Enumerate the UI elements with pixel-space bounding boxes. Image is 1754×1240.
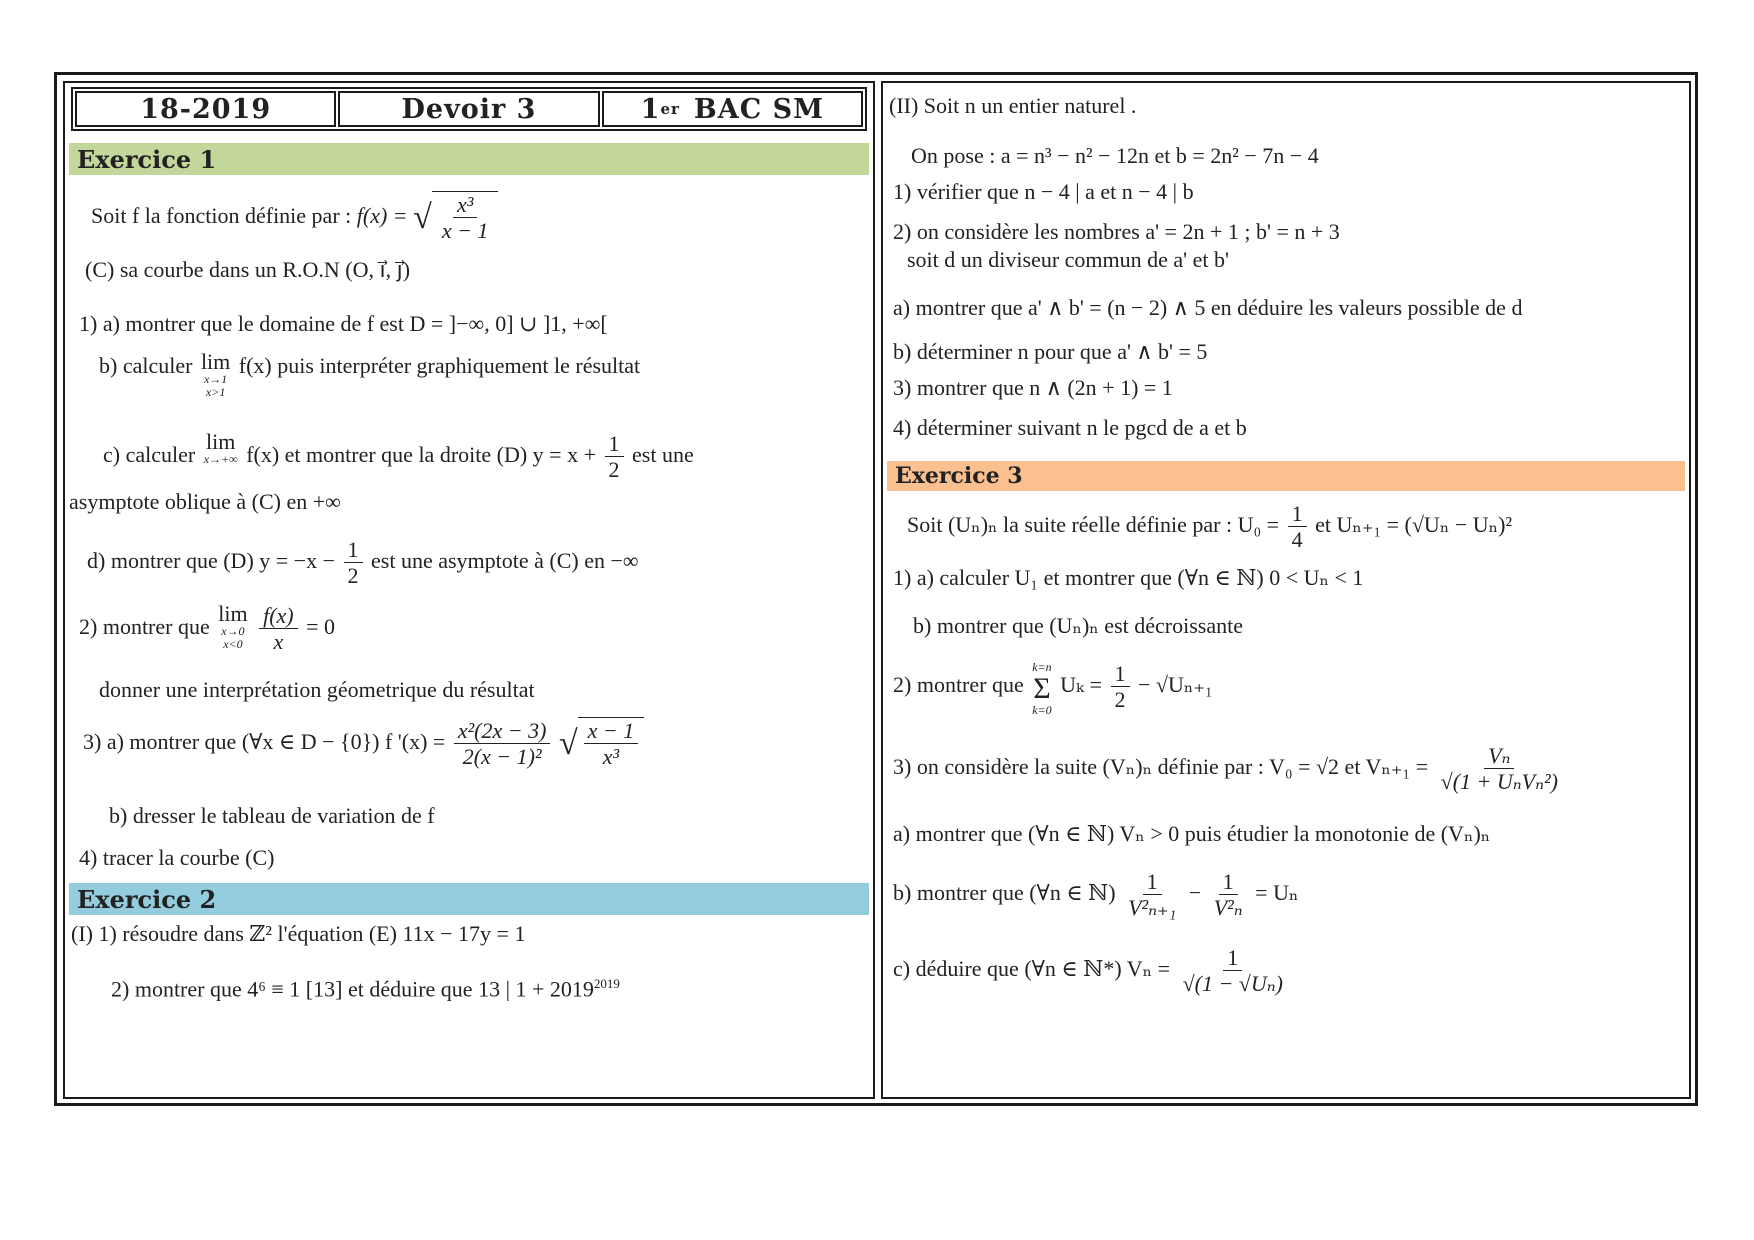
ex1-q1a: 1) a) montrer que le domaine de f est D = ]−∞, 0] ∪ ]1, +∞[	[79, 311, 608, 336]
ex1-q1b-lim: lim	[200, 349, 231, 374]
ex1-q2-num: f(x)	[259, 603, 298, 629]
ex1-q1b-pre: b) calculer	[99, 353, 193, 378]
ex1-q1d	[87, 537, 639, 589]
ex1-q1c-den: 2	[608, 457, 620, 483]
ex3-qb-post: = Uₙ	[1255, 879, 1299, 905]
ex3-u0-num: 1	[1288, 501, 1307, 527]
ex1-q1d-pre: d) montrer que (D) y = −x −	[87, 547, 335, 573]
ex1-q3a-den: 2(x − 1)²	[462, 744, 542, 770]
ex3-qb-n2: 1	[1219, 869, 1238, 895]
ex3-q2	[893, 661, 1213, 717]
ex1-q3a-sqrt	[578, 717, 645, 770]
exercise-2-title: Exercice 2	[69, 883, 869, 915]
ex1-q1c-pre: c) calculer	[103, 441, 196, 467]
ex3-intro	[907, 501, 1512, 553]
ex1-fx-den: x − 1	[441, 218, 489, 244]
ex1-q2-line2: donner une interprétation géometrique du résultat	[99, 677, 535, 702]
ex3-u0-den: 4	[1291, 527, 1303, 553]
ex1-q2-lim: lim	[218, 601, 248, 626]
ex1-q3a-pre: 3) a) montrer que (∀x ∈ D − {0}) f '(x) =	[83, 728, 446, 754]
ex3-q2-mid: Uₖ =	[1060, 671, 1102, 697]
ex2-ii-a: a) montrer que a' ∧ b' = (n − 2) ∧ 5 en déduire les valeurs possible de d	[893, 295, 1523, 320]
ex3-q2-pre: 2) montrer que	[893, 671, 1024, 697]
ex3-q2-post: − √Uₙ₊₁	[1138, 671, 1213, 697]
ex3-qb-n1: 1	[1143, 869, 1162, 895]
ex3-qc-den: √(1 − √Uₙ)	[1182, 971, 1284, 997]
ex3-q2-den: 2	[1114, 687, 1126, 713]
ex1-q3a	[83, 717, 644, 770]
ex2-ii-4: 4) déterminer suivant n le pgcd de a et b	[893, 415, 1247, 440]
ex1-q1c-lim: lim	[206, 429, 236, 454]
ex1-q4: 4) tracer la courbe (C)	[79, 845, 275, 870]
header-level	[602, 91, 863, 127]
ex2-i2	[111, 969, 620, 1004]
ex1-q2-den: x	[273, 629, 284, 655]
ex1-q1c-post: est une	[632, 441, 694, 467]
ex1-q2-sub2: x<0	[223, 637, 243, 652]
ex2-ii-3: 3) montrer que n ∧ (2n + 1) = 1	[893, 375, 1173, 400]
ex1-q1b	[99, 351, 640, 399]
ex1-curve: (C) sa courbe dans un R.O.N (O, i⃗, j⃗)	[85, 257, 411, 282]
left-panel	[63, 81, 875, 1099]
sum-symbol: Σ	[1033, 672, 1051, 706]
ex2-ii-2: 2) on considère les nombres a' = 2n + 1 ; b' = n + 3	[893, 219, 1340, 244]
header-level-rest: BAC SM	[693, 93, 824, 125]
ex1-intro-text: Soit f la fonction définie par :	[91, 202, 352, 228]
ex2-i2-exp: 2019	[593, 976, 620, 991]
ex3-q1a: 1) a) calculer U₁ et montrer que (∀n ∈ ℕ) 0 < Uₙ < 1	[893, 565, 1364, 590]
ex1-q1d-num: 1	[344, 537, 363, 563]
ex1-q2-post: = 0	[306, 613, 336, 639]
ex3-qa: a) montrer que (∀n ∈ ℕ) Vₙ > 0 puis étudier la monotonie de (Vₙ)ₙ	[893, 821, 1491, 846]
ex2-ii-1: 1) vérifier que n − 4 | a et n − 4 | b	[893, 179, 1194, 204]
ex3-qb-d1: V²ₙ₊₁	[1128, 895, 1177, 921]
ex1-fx-sqrt	[432, 191, 499, 244]
ex1-q1c-line2: asymptote oblique à (C) en +∞	[69, 489, 341, 514]
ex2-i2-text: 2) montrer que 4⁶ ≡ 1 [13] et déduire que 13 | 1 + 2019	[111, 976, 594, 1002]
header-table	[71, 87, 867, 131]
ex1-q3a-sqrt-den: x³	[602, 744, 620, 770]
sqrt-symbol: √	[558, 724, 578, 762]
ex3-qc-pre: c) déduire que (∀n ∈ ℕ*) Vₙ =	[893, 955, 1171, 981]
ex3-qb-pre: b) montrer que (∀n ∈ ℕ)	[893, 879, 1116, 905]
ex1-q1c	[103, 431, 694, 483]
ex1-q3a-sqrt-num: x − 1	[584, 718, 639, 744]
right-panel	[881, 81, 1691, 1099]
exam-frame	[54, 72, 1698, 1106]
ex3-intro-post: et Uₙ₊₁ = (√Uₙ − Uₙ)²	[1315, 511, 1513, 537]
ex3-q2-sum-top: k=n	[1032, 660, 1052, 674]
ex2-ii-b: b) déterminer n pour que a' ∧ b' = 5	[893, 339, 1208, 364]
header-title: Devoir 3	[338, 91, 599, 127]
ex3-q2-sum-bot: k=0	[1032, 703, 1052, 718]
header-level-prefix: 1	[640, 93, 661, 125]
header-year: 18-2019	[75, 91, 336, 127]
ex1-q1b-post: f(x) puis interpréter graphiquement le résultat	[238, 353, 641, 378]
ex3-q3	[893, 743, 1565, 795]
ex1-q2-pre: 2) montrer que	[79, 613, 210, 639]
ex3-intro-pre: Soit (Uₙ)ₙ la suite réelle définie par : U₀ =	[907, 511, 1280, 537]
ex1-q3b: b) dresser le tableau de variation de f	[109, 803, 435, 828]
ex3-q3-num: Vₙ	[1484, 743, 1514, 769]
ex3-qc	[893, 945, 1290, 997]
ex3-qb: b) montrer que (∀n ∈ ℕ) $\frac{1}{\text{V²ₙ₊₁}}$ − $\frac{1}{\text{V²ₙ}}$ = Uₙ	[893, 869, 1299, 921]
ex1-q2	[79, 603, 335, 655]
ex1-intro	[91, 191, 498, 244]
ex1-q1b-sub1: x→1	[203, 372, 228, 386]
ex1-q1c-num: 1	[605, 431, 624, 457]
exercise-1-title: Exercice 1	[69, 143, 869, 175]
ex3-qb-d2: V²ₙ	[1213, 895, 1243, 921]
exercise-3-title: Exercice 3	[887, 461, 1685, 491]
header-level-sup: er	[660, 100, 680, 118]
ex1-fx-label: f(x) =	[356, 202, 408, 228]
ex3-q2-num: 1	[1111, 661, 1130, 687]
ex2-ii-pose: On pose : a = n³ − n² − 12n et b = 2n² − 7n − 4	[911, 143, 1319, 168]
ex1-q1c-mid: f(x) et montrer que la droite (D) y = x +	[246, 441, 596, 467]
ex3-qc-num: 1	[1223, 945, 1242, 971]
ex1-q1d-den: 2	[347, 563, 359, 589]
ex2-ii-2b: soit d un diviseur commun de a' et b'	[907, 247, 1229, 272]
ex1-q1b-sub2: x>1	[205, 385, 226, 400]
ex1-q3a-num: x²(2x − 3)	[454, 718, 551, 744]
ex1-q2-sub1: x→0	[221, 624, 245, 638]
ex3-q3-pre: 3) on considère la suite (Vₙ)ₙ définie par : V₀ = √2 et Vₙ₊₁ =	[893, 753, 1429, 779]
ex1-fx-num: x³	[453, 192, 477, 218]
ex3-q1b: b) montrer que (Uₙ)ₙ est décroissante	[913, 613, 1243, 638]
ex2-ii-intro: (II) Soit n un entier naturel .	[889, 93, 1137, 118]
ex1-q1c-sub: x→+∞	[203, 452, 238, 466]
ex3-q3-den: √(1 + UₙVₙ²)	[1440, 769, 1558, 795]
ex2-i1: (I) 1) résoudre dans ℤ² l'équation (E) 11x − 17y = 1	[71, 921, 526, 946]
ex1-q1d-post: est une asymptote à (C) en −∞	[371, 547, 639, 573]
sqrt-symbol: √	[413, 198, 432, 236]
